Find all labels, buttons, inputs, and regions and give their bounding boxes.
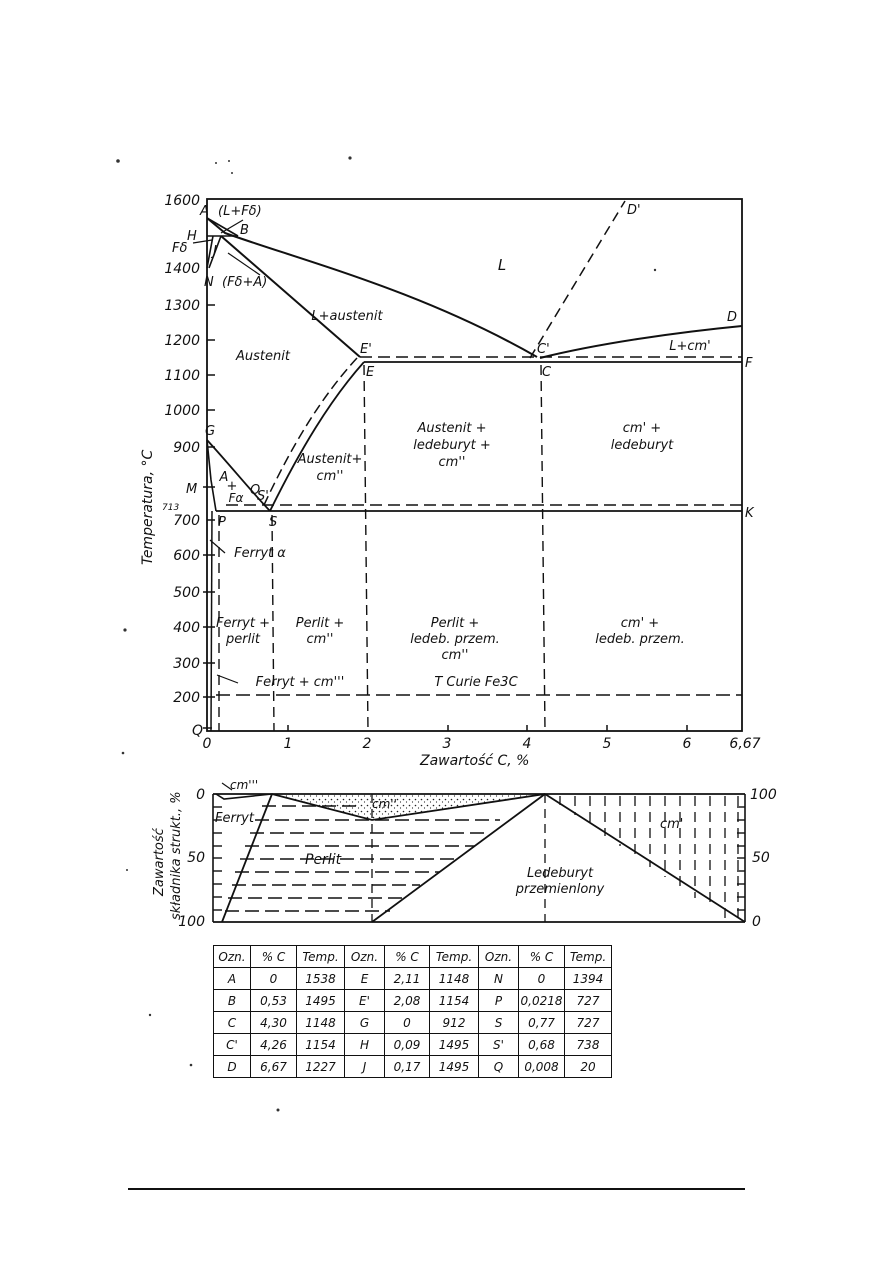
point-label-b: B	[240, 223, 249, 238]
table-cell: 1148	[297, 1012, 345, 1034]
table-cell: 0,008	[519, 1056, 565, 1078]
region-austenite-cm2-line2: cm''	[316, 469, 344, 484]
footer-divider	[128, 1188, 745, 1190]
region-a-falpha-2: +	[226, 479, 238, 494]
table-cell: 0,77	[519, 1012, 565, 1034]
region-pearlite-cm2-line1: Perlit +	[295, 616, 345, 631]
x-tick-2: 2	[362, 736, 372, 752]
table-cell: 0	[251, 968, 297, 990]
region-a-falpha-1: A	[219, 470, 229, 485]
table-cell: E'	[345, 990, 385, 1012]
points-table	[213, 945, 612, 1078]
point-label-j: J	[213, 244, 217, 259]
region-cm-ledeb-line1: cm' +	[620, 616, 660, 631]
header-temp: Temp.	[565, 946, 612, 968]
table-cell: 0,09	[385, 1034, 430, 1056]
table-cell: 1394	[565, 968, 612, 990]
point-label-h: H	[187, 229, 197, 244]
table-row	[214, 968, 612, 990]
table-cell: 1148	[430, 968, 479, 990]
point-label-p: P	[218, 515, 226, 530]
struct-y-title-2: składnika strukt., %	[169, 791, 184, 920]
struct-left-100: 100	[178, 914, 205, 930]
point-label-s: S	[269, 515, 278, 530]
table-cell: Q	[479, 1056, 519, 1078]
table-cell: A	[214, 968, 251, 990]
x-tick-labels	[203, 736, 761, 752]
region-liquid: L	[497, 256, 507, 274]
table-cell: 1227	[297, 1056, 345, 1078]
y-tick-400: 400	[173, 620, 200, 636]
y-tick-1400: 1400	[164, 261, 200, 277]
point-label-m: M	[186, 482, 198, 497]
curie-temperature-label: T Curie Fe3C	[434, 675, 518, 690]
header-temp: Temp.	[297, 946, 345, 968]
table-cell: 4,26	[251, 1034, 297, 1056]
y-tick-1200: 1200	[164, 333, 200, 349]
table-cell: 2,11	[385, 968, 430, 990]
note-713: 713	[162, 503, 180, 513]
table-cell: 0,17	[385, 1056, 430, 1078]
struct-cm2: cm''	[372, 797, 397, 811]
region-cm-ledeb-line2: ledeb. przem.	[595, 632, 685, 647]
region-ferrite-pearlite-line2: perlit	[226, 632, 260, 647]
region-l-fdelta: (L+Fδ)	[218, 204, 262, 219]
table-header-row	[214, 946, 612, 968]
struct-pearlite: Perlit	[305, 852, 342, 868]
region-ferrite-alpha: Ferryt α	[234, 546, 286, 561]
table-cell: E	[345, 968, 385, 990]
region-austenite-cm2-line1: Austenit+	[297, 452, 363, 467]
table-row	[214, 1012, 612, 1034]
point-label-f: F	[745, 356, 753, 371]
table-cell: 0,0218	[519, 990, 565, 1012]
point-label-e: E	[366, 365, 375, 380]
header-temp: Temp.	[430, 946, 479, 968]
table-cell: N	[479, 968, 519, 990]
point-label-c: C	[542, 365, 552, 380]
header-pct-c: % C	[385, 946, 430, 968]
y-tick-1600: 1600	[164, 193, 200, 209]
table-cell: 1154	[297, 1034, 345, 1056]
table-cell: G	[345, 1012, 385, 1034]
y-tick-1300: 1300	[164, 298, 200, 314]
point-label-d-prime: D'	[627, 203, 641, 218]
table-cell: P	[479, 990, 519, 1012]
region-pearlite-ledeb-line3: cm''	[441, 648, 469, 663]
table-cell: 727	[565, 1012, 612, 1034]
table-cell: 1495	[297, 990, 345, 1012]
struct-cm3: cm'''	[230, 778, 259, 792]
point-label-o: O	[250, 483, 261, 498]
region-aus-led-cm-line2: ledeburyt +	[413, 438, 491, 453]
point-labels	[172, 203, 755, 530]
point-label-e-prime: E'	[360, 342, 372, 357]
region-pearlite-cm2-line2: cm''	[306, 632, 334, 647]
x-tick-6: 6	[682, 736, 692, 752]
table-cell: 0	[519, 968, 565, 990]
x-tick-5: 5	[602, 736, 612, 752]
struct-ferrite: Ferryt	[215, 811, 254, 826]
x-tick-4: 4	[522, 736, 532, 752]
struct-cm1: cm'	[660, 817, 684, 832]
point-label-g: G	[205, 424, 216, 439]
point-label-s-prime: S'	[257, 489, 269, 504]
y-tick-900: 900	[173, 440, 200, 456]
region-l-austenite: L+austenit	[311, 309, 383, 324]
table-cell: 0,68	[519, 1034, 565, 1056]
y-tick-labels	[164, 193, 203, 739]
header-ozn: Ozn.	[214, 946, 251, 968]
region-aus-led-cm-line3: cm''	[438, 455, 466, 470]
table-cell: 4,30	[251, 1012, 297, 1034]
y-axis-title: Temperatura, °C	[140, 449, 156, 565]
point-label-c-prime: C'	[537, 342, 550, 357]
y-tick-1100: 1100	[164, 368, 200, 384]
y-tick-300: 300	[173, 656, 200, 672]
x-tick-3: 3	[442, 736, 452, 752]
x-tick-1: 1	[283, 736, 293, 752]
struct-left-50: 50	[187, 850, 205, 866]
table-cell: D	[214, 1056, 251, 1078]
header-ozn: Ozn.	[479, 946, 519, 968]
table-cell: 6,67	[251, 1056, 297, 1078]
struct-left-0: 0	[196, 787, 205, 803]
table-cell: 1538	[297, 968, 345, 990]
table-cell: C	[214, 1012, 251, 1034]
x-axis-title: Zawartość C, %	[420, 753, 530, 769]
table-cell: B	[214, 990, 251, 1012]
struct-ledeburite-line1: Ledeburyt	[526, 866, 594, 881]
region-pearlite-ledeb-line2: ledeb. przem.	[410, 632, 500, 647]
header-pct-c: % C	[251, 946, 297, 968]
struct-right-50: 50	[752, 850, 770, 866]
region-pearlite-ledeb-line1: Perlit +	[430, 616, 480, 631]
point-label-n: N	[204, 275, 214, 290]
header-ozn: Ozn.	[345, 946, 385, 968]
struct-right-0: 0	[752, 914, 761, 930]
table-cell: 0	[385, 1012, 430, 1034]
structure-diagram	[213, 783, 745, 922]
table-cell: 1154	[430, 990, 479, 1012]
region-ferrite-cm3: Ferryt + cm'''	[255, 675, 345, 690]
y-tick-500: 500	[173, 585, 200, 601]
struct-right-100: 100	[750, 787, 777, 803]
point-label-k: K	[745, 506, 754, 521]
y-ticks	[203, 305, 215, 728]
y-tick-700: 700	[173, 513, 200, 529]
plot-frame	[207, 199, 742, 731]
table-cell: 727	[565, 990, 612, 1012]
region-cm-led-line1: cm' +	[622, 421, 662, 436]
point-label-d: D	[727, 310, 738, 325]
x-tick-6-67: 6,67	[729, 736, 761, 752]
x-ticks	[288, 725, 687, 731]
table-cell: H	[345, 1034, 385, 1056]
table-cell: J	[345, 1056, 385, 1078]
y-tick-600: 600	[173, 548, 200, 564]
y-tick-1000: 1000	[164, 403, 200, 419]
table-cell: 1495	[430, 1034, 479, 1056]
table-cell: 1495	[430, 1056, 479, 1078]
region-fdelta: Fδ	[172, 241, 188, 256]
region-aus-led-cm-line1: Austenit +	[417, 421, 487, 436]
struct-y-title-1: Zawartość	[152, 828, 167, 896]
table-cell: S	[479, 1012, 519, 1034]
table-cell: 20	[565, 1056, 612, 1078]
point-label-q: Q	[191, 723, 203, 739]
table-cell: 912	[430, 1012, 479, 1034]
region-fdelta-austenite: (Fδ+A)	[222, 275, 268, 290]
region-austenite: Austenit	[236, 349, 290, 364]
region-l-cementite: L+cm'	[669, 339, 711, 354]
struct-ledeburite-line2: przemienlony	[515, 882, 605, 897]
table-row	[214, 1056, 612, 1078]
region-a-falpha-3: Fα	[228, 491, 244, 505]
table-cell: S'	[479, 1034, 519, 1056]
region-ferrite-pearlite-line1: Ferryt +	[216, 616, 270, 631]
table-cell: 2,08	[385, 990, 430, 1012]
region-cm-led-line2: ledeburyt	[610, 438, 674, 453]
table-cell: 0,53	[251, 990, 297, 1012]
x-tick-0: 0	[202, 736, 212, 752]
table-row	[214, 990, 612, 1012]
y-tick-200: 200	[173, 690, 200, 706]
table-cell: 738	[565, 1034, 612, 1056]
table-cell: C'	[214, 1034, 251, 1056]
table-row	[214, 1034, 612, 1056]
point-label-a: A	[200, 204, 209, 219]
header-pct-c: % C	[519, 946, 565, 968]
